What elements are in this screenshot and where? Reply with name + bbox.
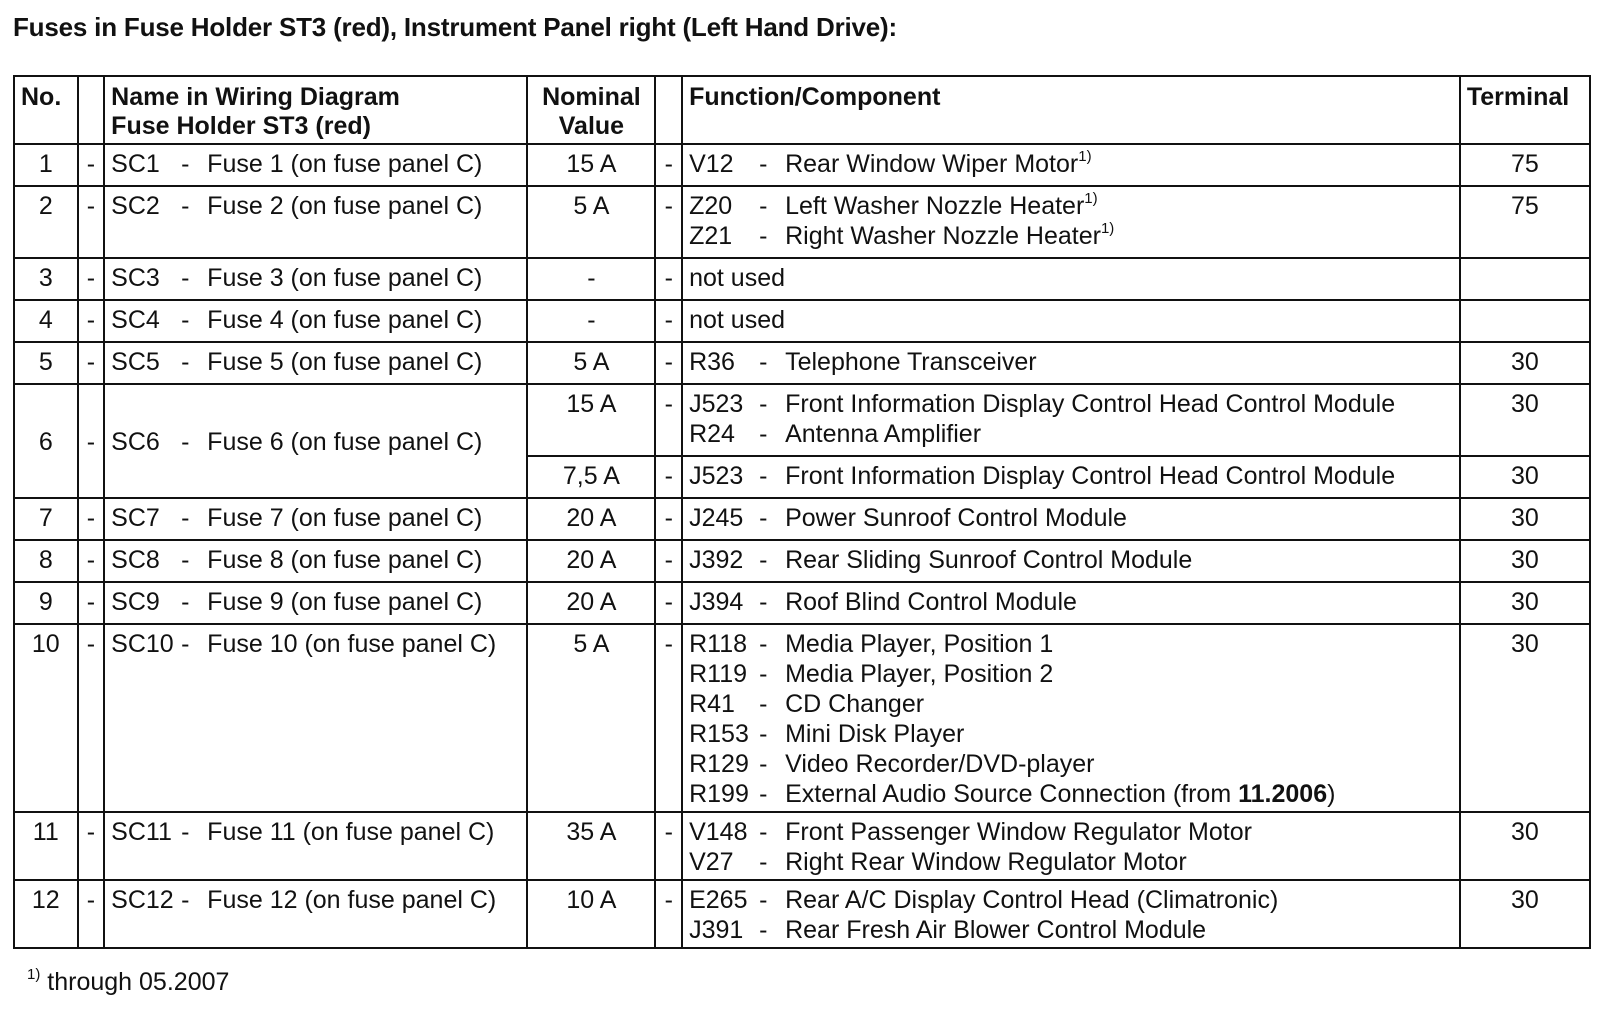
dash-cell: - — [78, 540, 105, 582]
component-code: V148 — [689, 818, 748, 846]
component-name: not used — [689, 306, 786, 334]
separator-dash: - — [181, 546, 190, 574]
footnote-mark: 1) — [27, 966, 41, 983]
table-row — [14, 540, 1590, 582]
component-code: J523 — [689, 390, 744, 418]
dash-cell: - — [655, 258, 682, 300]
dash-cell: - — [78, 812, 105, 880]
component-name: Right Washer Nozzle Heater — [785, 222, 1101, 250]
fuse-label: Fuse 8 (on fuse panel C) — [207, 546, 483, 574]
nominal-value: 7,5 A — [527, 456, 655, 498]
separator-dash: - — [181, 504, 190, 532]
component-name: Front Information Display Control Head Control Module — [785, 462, 1396, 490]
component-name: not used — [689, 264, 786, 292]
dash-cell: - — [78, 880, 105, 948]
function-cell — [682, 540, 1460, 582]
separator-dash: - — [181, 348, 190, 376]
separator-dash: - — [759, 720, 768, 748]
component-name: Rear Fresh Air Blower Control Module — [785, 916, 1207, 944]
component-name: Power Sunroof Control Module — [785, 504, 1127, 532]
nominal-value: 15 A — [527, 384, 655, 456]
nominal-value: 20 A — [527, 540, 655, 582]
dash-cell: - — [655, 624, 682, 812]
separator-dash: - — [759, 660, 768, 688]
terminal-value: 30 — [1460, 582, 1590, 624]
fuse-name-cell — [104, 498, 527, 540]
fuse-code: SC10 — [111, 630, 174, 658]
separator-dash: - — [759, 916, 768, 944]
component-code: R119 — [689, 660, 748, 688]
function-line — [689, 915, 1453, 945]
fuse-code: SC2 — [111, 192, 160, 220]
function-cell — [682, 258, 1460, 300]
component-code: R118 — [689, 630, 748, 658]
fuse-label: Fuse 12 (on fuse panel C) — [207, 886, 497, 914]
separator-dash: - — [759, 630, 768, 658]
dash-cell: - — [655, 880, 682, 948]
component-code: V27 — [689, 848, 734, 876]
fuse-name-cell — [104, 258, 527, 300]
nominal-value: - — [527, 258, 655, 300]
function-line — [689, 149, 1453, 179]
fuse-label: Fuse 3 (on fuse panel C) — [207, 264, 483, 292]
component-code: R41 — [689, 690, 735, 718]
fuse-name-cell — [104, 624, 527, 812]
fuse-label: Fuse 7 (on fuse panel C) — [207, 504, 483, 532]
component-code: J391 — [689, 916, 744, 944]
header-name-line2: Fuse Holder ST3 (red) — [111, 112, 371, 140]
function-line — [689, 629, 1453, 659]
component-name: Right Rear Window Regulator Motor — [785, 848, 1187, 876]
nominal-value: 35 A — [527, 812, 655, 880]
fuse-number: 1 — [14, 144, 78, 186]
fuse-code: SC5 — [111, 348, 160, 376]
fuse-number: 2 — [14, 186, 78, 258]
fuse-label: Fuse 5 (on fuse panel C) — [207, 348, 483, 376]
function-line — [689, 817, 1453, 847]
dash-cell: - — [78, 498, 105, 540]
terminal-value: 30 — [1460, 384, 1590, 456]
fuse-code: SC4 — [111, 306, 160, 334]
separator-dash: - — [181, 630, 190, 658]
table-row — [14, 342, 1590, 384]
footnote-ref: 1) — [1078, 148, 1092, 165]
terminal-value — [1460, 258, 1590, 300]
terminal-value: 75 — [1460, 186, 1590, 258]
separator-dash: - — [759, 192, 768, 220]
header-spacer — [78, 76, 105, 144]
component-code: R153 — [689, 720, 749, 748]
terminal-value: 30 — [1460, 540, 1590, 582]
component-code: R36 — [689, 348, 735, 376]
function-line — [689, 587, 1453, 617]
fuse-label: Fuse 10 (on fuse panel C) — [207, 630, 497, 658]
component-date: 11.2006 — [1238, 780, 1328, 808]
dash-cell: - — [78, 144, 105, 186]
separator-dash: - — [759, 750, 768, 778]
function-cell — [682, 880, 1460, 948]
fuse-number: 5 — [14, 342, 78, 384]
table-row — [14, 384, 1590, 456]
function-line — [689, 461, 1453, 491]
dash-cell: - — [78, 300, 105, 342]
separator-dash: - — [759, 504, 768, 532]
nominal-value: 20 A — [527, 498, 655, 540]
separator-dash: - — [759, 462, 768, 490]
separator-dash: - — [759, 848, 768, 876]
separator-dash: - — [181, 588, 190, 616]
component-name: Mini Disk Player — [785, 720, 965, 748]
header-nominal-line2: Value — [558, 112, 625, 140]
fuse-code: SC8 — [111, 546, 160, 574]
footnote-ref: 1) — [1100, 220, 1115, 237]
fuse-label: Fuse 2 (on fuse panel C) — [207, 192, 483, 220]
function-cell — [682, 384, 1460, 456]
separator-dash: - — [181, 264, 190, 292]
terminal-value — [1460, 300, 1590, 342]
dash-cell: - — [655, 582, 682, 624]
fuse-code: SC12 — [111, 886, 174, 914]
table-row — [14, 582, 1590, 624]
function-line — [689, 221, 1453, 251]
fuse-table-body — [14, 144, 1590, 948]
fuse-number: 10 — [14, 624, 78, 812]
nominal-value: 5 A — [527, 342, 655, 384]
terminal-value: 30 — [1460, 498, 1590, 540]
dash-cell: - — [655, 144, 682, 186]
fuse-number: 7 — [14, 498, 78, 540]
separator-dash: - — [759, 390, 768, 418]
component-name: Media Player, Position 1 — [785, 630, 1054, 658]
fuse-name-cell — [104, 812, 527, 880]
fuse-number: 8 — [14, 540, 78, 582]
function-line — [689, 885, 1453, 915]
footnote-ref: 1) — [1084, 190, 1098, 207]
terminal-value: 75 — [1460, 144, 1590, 186]
function-line — [689, 847, 1453, 877]
component-name: Front Information Display Control Head Control Module — [785, 390, 1396, 418]
page-title: Fuses in Fuse Holder ST3 (red), Instrument Panel right (Left Hand Drive): — [13, 12, 897, 42]
component-code: R24 — [689, 420, 735, 448]
table-row — [14, 812, 1590, 880]
component-name-end: ) — [1327, 780, 1336, 808]
nominal-value: 20 A — [527, 582, 655, 624]
separator-dash: - — [181, 150, 190, 178]
dash-cell: - — [655, 384, 682, 456]
function-cell — [682, 456, 1460, 498]
dash-cell: - — [78, 258, 105, 300]
fuse-name-cell — [104, 880, 527, 948]
component-code: R129 — [689, 750, 749, 778]
function-line — [689, 263, 1453, 293]
table-row — [14, 300, 1590, 342]
separator-dash: - — [181, 192, 190, 220]
dash-cell: - — [655, 342, 682, 384]
component-name: Front Passenger Window Regulator Motor — [785, 818, 1252, 846]
fuse-number: 11 — [14, 812, 78, 880]
separator-dash: - — [759, 150, 768, 178]
fuse-code: SC1 — [111, 150, 160, 178]
function-cell — [682, 186, 1460, 258]
terminal-value: 30 — [1460, 812, 1590, 880]
dash-cell: - — [78, 384, 105, 498]
fuse-name-cell — [104, 300, 527, 342]
dash-cell: - — [78, 186, 105, 258]
fuse-label: Fuse 6 (on fuse panel C) — [207, 428, 483, 456]
dash-cell: - — [655, 300, 682, 342]
separator-dash: - — [759, 690, 768, 718]
dash-cell: - — [655, 498, 682, 540]
fuse-name-cell — [104, 342, 527, 384]
component-code: Z20 — [689, 192, 733, 220]
header-nominal-line1: Nominal — [542, 83, 641, 111]
component-name: CD Changer — [785, 690, 925, 718]
nominal-value: 15 A — [527, 144, 655, 186]
table-row — [14, 880, 1590, 948]
terminal-value: 30 — [1460, 342, 1590, 384]
fuse-table — [13, 75, 1591, 949]
component-code: J523 — [689, 462, 744, 490]
dash-cell: - — [78, 342, 105, 384]
component-name: Rear Window Wiper Motor — [785, 150, 1079, 178]
header-name-line1: Name in Wiring Diagram — [111, 83, 400, 111]
table-row — [14, 144, 1590, 186]
fuse-label: Fuse 9 (on fuse panel C) — [207, 588, 483, 616]
fuse-name-cell — [104, 384, 527, 498]
table-row — [14, 624, 1590, 812]
fuse-name-cell — [104, 144, 527, 186]
terminal-value: 30 — [1460, 880, 1590, 948]
separator-dash: - — [181, 886, 190, 914]
fuse-number: 3 — [14, 258, 78, 300]
function-line — [689, 347, 1453, 377]
component-code: Z21 — [689, 222, 733, 250]
component-name: Media Player, Position 2 — [785, 660, 1054, 688]
separator-dash: - — [181, 818, 190, 846]
component-code: V12 — [689, 150, 734, 178]
header-name — [104, 76, 527, 144]
separator-dash: - — [759, 420, 768, 448]
function-line — [689, 503, 1453, 533]
fuse-code: SC7 — [111, 504, 160, 532]
function-line — [689, 689, 1453, 719]
footnote — [27, 968, 229, 997]
table-row — [14, 258, 1590, 300]
component-name: Roof Blind Control Module — [785, 588, 1077, 616]
fuse-number: 9 — [14, 582, 78, 624]
function-line — [689, 389, 1453, 419]
separator-dash: - — [759, 222, 768, 250]
fuse-name-cell — [104, 540, 527, 582]
fuse-number: 6 — [14, 384, 78, 498]
component-code: R199 — [689, 780, 749, 808]
function-cell — [682, 342, 1460, 384]
separator-dash: - — [759, 780, 768, 808]
function-cell — [682, 144, 1460, 186]
fuse-code: SC11 — [111, 818, 172, 846]
component-code: J394 — [689, 588, 744, 616]
fuse-code: SC9 — [111, 588, 160, 616]
component-code: J245 — [689, 504, 744, 532]
fuse-name-cell — [104, 186, 527, 258]
component-name: Rear A/C Display Control Head (Climatronic) — [785, 886, 1279, 914]
component-name: Telephone Transceiver — [785, 348, 1037, 376]
fuse-code: SC6 — [111, 428, 160, 456]
separator-dash: - — [759, 546, 768, 574]
separator-dash: - — [759, 886, 768, 914]
nominal-value: - — [527, 300, 655, 342]
nominal-value: 5 A — [527, 186, 655, 258]
function-line — [689, 719, 1453, 749]
header-function: Function/Component — [682, 76, 1460, 144]
header-no: No. — [14, 76, 78, 144]
nominal-value: 5 A — [527, 624, 655, 812]
separator-dash: - — [181, 306, 190, 334]
dash-cell: - — [78, 582, 105, 624]
dash-cell: - — [78, 624, 105, 812]
header-terminal: Terminal — [1460, 76, 1590, 144]
fuse-name-cell — [104, 582, 527, 624]
dash-cell: - — [655, 812, 682, 880]
function-line — [689, 305, 1453, 335]
terminal-value: 30 — [1460, 456, 1590, 498]
fuse-code: SC3 — [111, 264, 160, 292]
function-line — [689, 779, 1453, 809]
nominal-value: 10 A — [527, 880, 655, 948]
component-code: E265 — [689, 886, 748, 914]
header-nominal — [527, 76, 655, 144]
function-cell — [682, 300, 1460, 342]
function-line — [689, 191, 1453, 221]
fuse-label: Fuse 1 (on fuse panel C) — [207, 150, 483, 178]
fuse-number: 12 — [14, 880, 78, 948]
function-cell — [682, 582, 1460, 624]
dash-cell: - — [655, 456, 682, 498]
header-row — [14, 76, 1590, 144]
separator-dash: - — [759, 588, 768, 616]
function-line — [689, 419, 1453, 449]
function-cell — [682, 812, 1460, 880]
fuse-label: Fuse 11 (on fuse panel C) — [207, 818, 495, 846]
component-name: Left Washer Nozzle Heater — [785, 192, 1085, 220]
function-cell — [682, 624, 1460, 812]
component-name: Video Recorder/DVD-player — [785, 750, 1095, 778]
fuse-number: 4 — [14, 300, 78, 342]
table-row — [14, 186, 1590, 258]
terminal-value: 30 — [1460, 624, 1590, 812]
component-name: External Audio Source Connection (from — [785, 780, 1239, 808]
separator-dash: - — [181, 428, 190, 456]
component-code: J392 — [689, 546, 744, 574]
header-spacer — [655, 76, 682, 144]
fuse-label: Fuse 4 (on fuse panel C) — [207, 306, 483, 334]
separator-dash: - — [759, 348, 768, 376]
function-line — [689, 659, 1453, 689]
component-name: Rear Sliding Sunroof Control Module — [785, 546, 1193, 574]
function-line — [689, 545, 1453, 575]
table-row — [14, 498, 1590, 540]
function-cell — [682, 498, 1460, 540]
separator-dash: - — [759, 818, 768, 846]
dash-cell: - — [655, 540, 682, 582]
function-line — [689, 749, 1453, 779]
dash-cell: - — [655, 186, 682, 258]
footnote-text: through 05.2007 — [47, 968, 230, 996]
component-name: Antenna Amplifier — [785, 420, 982, 448]
